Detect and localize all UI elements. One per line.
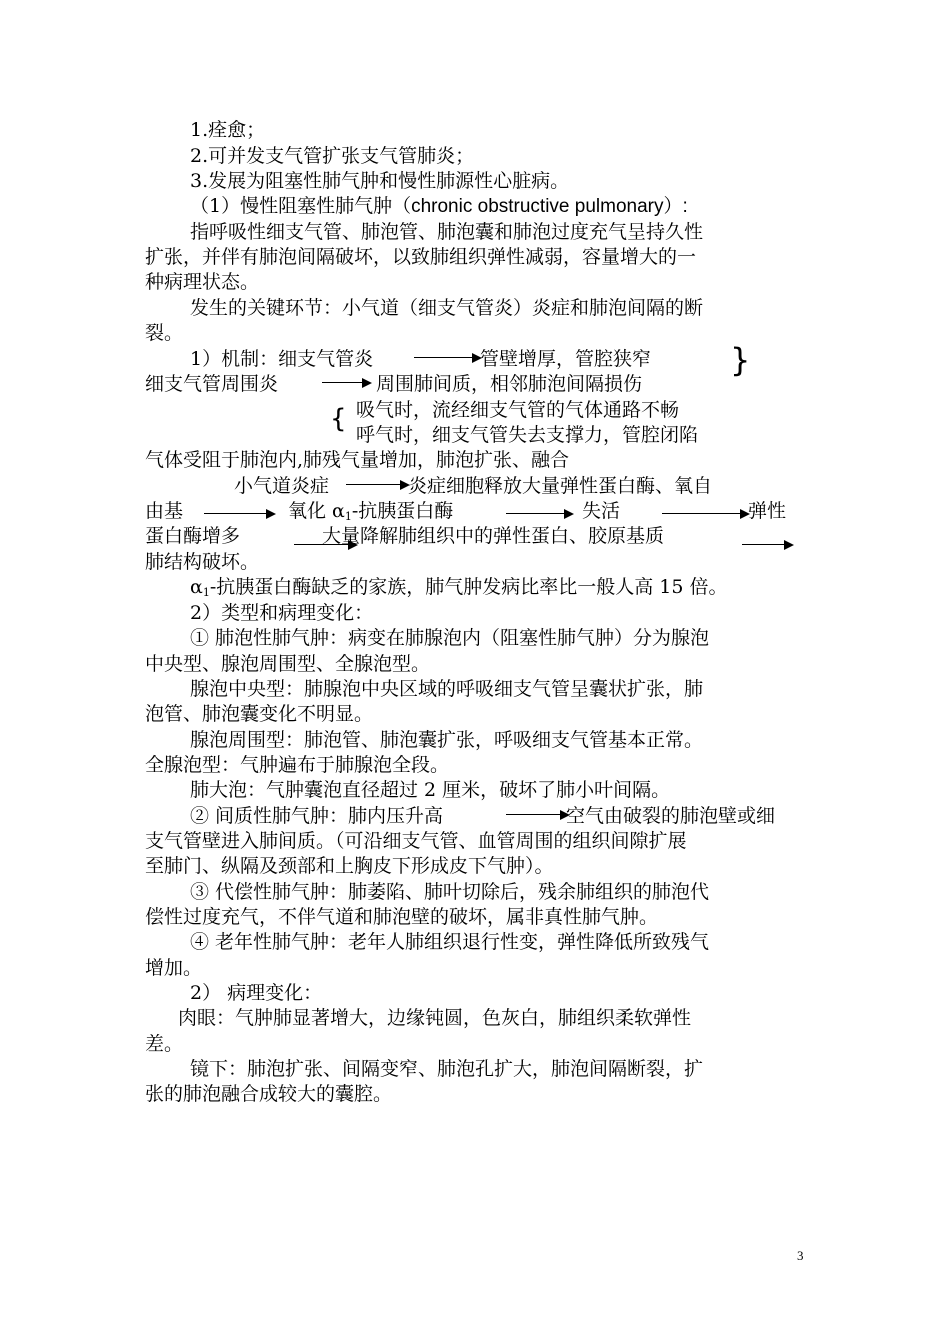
paragraph-line: 偿性过度充气，不伴气道和肺泡壁的破坏，属非真性肺气肿。 — [145, 906, 659, 928]
paragraph-line: 裂。 — [145, 322, 184, 344]
arrow-icon — [204, 513, 274, 514]
mechanism-text: 失活 — [582, 500, 621, 522]
paragraph-line: 肺大泡：气肿囊泡直径超过 2 厘米，破坏了肺小叶间隔。 — [190, 779, 671, 801]
arrow-icon — [506, 814, 568, 815]
arrow-icon — [742, 544, 792, 545]
paragraph-line: ④ 老年性肺气肿：老年人肺组织退行性变，弹性降低所致残气 — [190, 931, 710, 953]
paragraph-line: $\alpha_1-$抗胰蛋白酶缺乏的家族，肺气肿发病比率比一般人高 15 倍。 — [190, 576, 728, 599]
paragraph-line: 指呼吸性细支气管、肺泡管、肺泡囊和肺泡过度充气呈持久性 — [190, 221, 704, 243]
paragraph-line: 腺泡中央型：肺腺泡中央区域的呼吸细支气管呈囊状扩张，肺 — [190, 678, 704, 700]
paragraph-line: 支气管壁进入肺间质。（可沿细支气管、血管周围的组织间隙扩展 — [145, 830, 687, 852]
paragraph-line: 肉眼：气肿肺显著增大，边缘钝圆，色灰白，肺组织柔软弹性 — [178, 1007, 692, 1029]
paragraph-line: 空气由破裂的肺泡壁或细 — [566, 805, 776, 827]
mechanism-result: 炎症细胞释放大量弹性蛋白酶、氧自 — [408, 475, 713, 497]
list-item-2: 2.可并发支气管扩张支气管肺炎； — [190, 145, 475, 167]
paragraph-line: 腺泡周围型：肺泡管、肺泡囊扩张，呼吸细支气管基本正常。 — [190, 729, 704, 751]
paragraph-line: 增加。 — [145, 957, 203, 979]
arrow-icon — [346, 484, 408, 485]
arrow-icon — [662, 513, 748, 514]
paragraph-line: 差。 — [145, 1033, 184, 1055]
paragraph-line: 至肺门、纵隔及颈部和上胸皮下形成皮下气肿）。 — [145, 855, 554, 877]
section-heading-types: 2）类型和病理变化： — [190, 602, 374, 624]
list-item-3: 3.发展为阻塞性肺气肿和慢性肺源性心脏病。 — [190, 170, 570, 192]
paragraph-line: 扩张，并伴有肺泡间隔破坏，以致肺组织弹性减弱，容量增大的一 — [145, 246, 697, 268]
paragraph-line: 泡管、肺泡囊变化不明显。 — [145, 703, 374, 725]
paragraph-line: 张的肺泡融合成较大的囊腔。 — [145, 1083, 393, 1105]
mechanism-result: 周围肺间质，相邻肺泡间隔损伤 — [376, 373, 643, 395]
mechanism-branch: 吸气时，流经细支气管的气体通路不畅 — [356, 399, 680, 421]
mechanism-text: 肺结构破坏。 — [145, 551, 260, 573]
right-brace-icon: } — [730, 341, 751, 379]
paragraph-line: ① 肺泡性肺气肿：病变在肺腺泡内（阻塞性肺气肿）分为腺泡 — [190, 627, 710, 649]
paragraph-line: 全腺泡型：气肿遍布于肺腺泡全段。 — [145, 754, 450, 776]
mechanism-branch: 呼气时，细支气管失去支撑力，管腔闭陷 — [356, 424, 699, 446]
list-item-1: 1.痊愈； — [190, 119, 266, 141]
mechanism-text: 蛋白酶增多 — [145, 525, 241, 547]
mechanism-label: 细支气管周围炎 — [145, 373, 279, 395]
mechanism-text: 由基 — [145, 500, 184, 522]
heading-cn: （1）慢性阻塞性肺气肿（ — [190, 195, 412, 217]
arrow-icon — [506, 513, 572, 514]
paragraph-line: 中央型、腺泡周围型、全腺泡型。 — [145, 653, 431, 675]
paragraph-line: 种病理状态。 — [145, 271, 260, 293]
mechanism-label: 1）机制：细支气管炎 — [190, 348, 374, 370]
section-heading-pathology: 2） 病理变化： — [190, 982, 323, 1004]
paragraph-line: ② 间质性肺气肿：肺内压升高 — [190, 805, 444, 827]
mechanism-summary: 气体受阻于肺泡内,肺残气量增加，肺泡扩张、融合 — [145, 449, 570, 471]
arrow-icon — [322, 382, 370, 383]
paragraph-line: 发生的关键环节：小气道（细支气管炎）炎症和肺泡间隔的断 — [190, 297, 704, 319]
mechanism-result: 管壁增厚，管腔狭窄 — [480, 348, 652, 370]
mechanism-label: 小气道炎症 — [234, 475, 330, 497]
paragraph-line: 镜下：肺泡扩张、间隔变窄、肺泡孔扩大，肺泡间隔断裂，扩 — [190, 1058, 704, 1080]
left-brace-icon: { — [330, 404, 347, 434]
paragraph-line: ③ 代偿性肺气肿：肺萎陷、肺叶切除后，残余肺组织的肺泡代 — [190, 881, 710, 903]
section-heading-copd — [190, 194, 688, 219]
heading-en: chronic obstructive pulmonary）: — [411, 196, 688, 217]
mechanism-text: 氧化 $\alpha_1-$抗胰蛋白酶 — [288, 500, 454, 523]
mechanism-text: 大量降解肺组织中的弹性蛋白、胶原基质 — [322, 525, 665, 547]
mechanism-text: 弹性 — [748, 500, 787, 522]
page-number: 3 — [797, 1248, 804, 1263]
arrow-icon — [414, 357, 480, 358]
